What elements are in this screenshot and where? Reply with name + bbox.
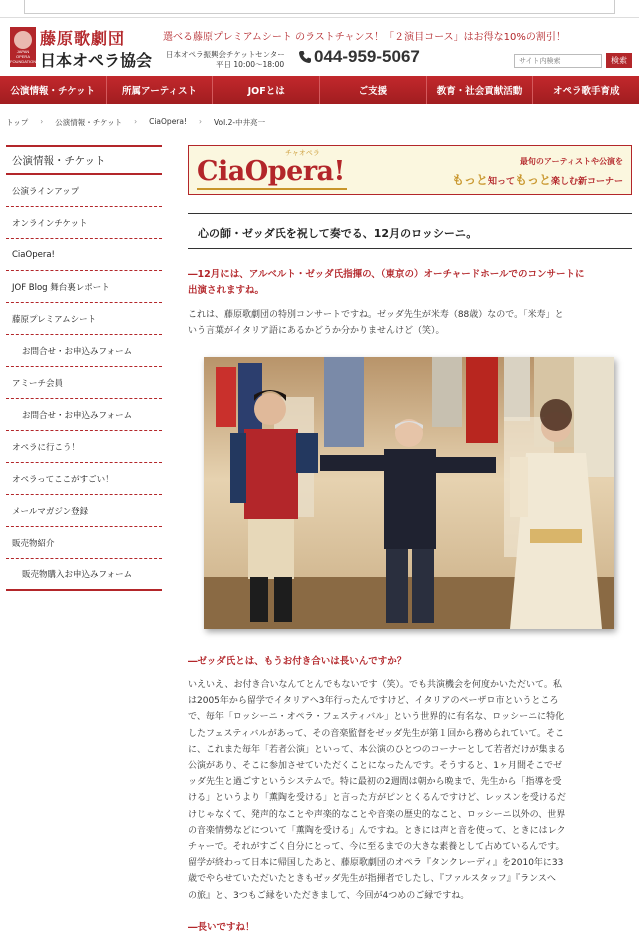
logo-fujiwara[interactable]: 藤原歌劇団 bbox=[40, 29, 126, 48]
banner-title: CiaOpera! bbox=[197, 156, 345, 187]
ticket-center-label: 日本オペラ振興会チケットセンター bbox=[166, 50, 285, 59]
breadcrumb bbox=[6, 117, 265, 128]
breadcrumb-tickets[interactable]: 公演情報・チケット bbox=[55, 118, 123, 127]
banner-subtitle-2: もっと知ってもっと楽しむ新コーナー bbox=[451, 173, 623, 187]
banner-subtitle-1: 最旬のアーティストや公演を bbox=[519, 157, 623, 166]
sidebar-item-premium-form[interactable]: お問合せ・お申込みフォーム bbox=[6, 335, 162, 367]
ticket-hours: 平日 10:00〜18:00 bbox=[216, 60, 285, 69]
phone-number[interactable]: 044-959-5067 bbox=[314, 47, 420, 66]
nav-support[interactable]: ご支援 bbox=[320, 76, 427, 104]
sidebar-item-premium-seat[interactable]: 藤原プレミアムシート bbox=[6, 303, 162, 335]
logo-japan-opera[interactable]: 日本オペラ協会 bbox=[40, 51, 153, 70]
breadcrumb-top[interactable]: トップ bbox=[6, 118, 29, 127]
sidebar-item-merch-form[interactable]: 販売物購入お申込みフォーム bbox=[6, 559, 162, 591]
site-search-input[interactable] bbox=[514, 54, 602, 68]
article-headline-box bbox=[188, 213, 632, 249]
chevron-right-icon: › bbox=[40, 117, 44, 126]
banner-ruby: チャオペラ bbox=[285, 149, 320, 157]
question-1: ―12月には、アルベルト・ゼッダ氏指揮の、（東京の）オーチャードホールでのコンサートに 出演されますね。 bbox=[188, 269, 585, 296]
phone-icon bbox=[298, 50, 312, 64]
chevron-right-icon: › bbox=[199, 117, 202, 126]
article-headline: 心の師・ゼッダ氏を祝して奏でる、12月のロッシーニ。 bbox=[198, 227, 478, 240]
stage-photo-illustration bbox=[204, 357, 614, 629]
search-button[interactable]: 検索 bbox=[606, 53, 632, 68]
answer-1: これは、藤原歌劇団の特別コンサートですね。ゼッダ先生が米寿（88歳）なので。「米寿」と いう言葉がイタリア語にあるかどうか分かりませんけど（笑）。 bbox=[188, 310, 564, 337]
banner-underline bbox=[197, 188, 347, 190]
breadcrumb-current: Vol.2-中井亮一 bbox=[214, 118, 266, 127]
nav-tickets[interactable]: 公演情報・チケット bbox=[0, 76, 107, 104]
answer-2: いえいえ、お付き合いなんてとんでもないです（笑）。でも共演機会を何度かいただいて。私 は2005年から留学でイタリアへ3年行ったんですけど、イタリアのペーザロ市というところ で、毎年「ロッシーニ・オペラ・フェスティバル」という世界的に有名な、ロッシーニに特化 したフェスティバルがあって、その音楽監督をゼッダ先生が第１回から務められていて。そこ に、これまた毎年「若者公演」といって、本公演のひとつのコーナーとして若者だけが集まる 公演があり、そこに参加させていただくことになったんです。そうすると、1ヶ月間そこでゼ ッダ先生と過ごすというシステムで。特に最初の2週間は朝から晩まで、先生から「指導を受 ける」というより「薫陶を受ける」と言った方がピンとくるんですけど、レッスンを受けるだ けじゃなくて、発声的なことや声楽的なことや音楽の歴史的なこと、ロッシーニ以外の、世界 の音楽情勢などについて「薫陶を受ける」んですね。ときには声と音を使って、ときにはレク チャーで。それがすごく自分にとって、今に至るまでの大きな素養として占めているんです。 留学が終わって日本に帰国したあと、藤原歌劇団のオペラ『タンクレーディ』を2010年に33 歳でやらせていただいたときもゼッダ先生が指揮者でしたし、『ファルスタッフ』『ランスへ の旅』と、3つもご縁をいただきまして、今回が4つめのご縁ですね。 bbox=[188, 680, 566, 901]
concert-photo bbox=[204, 357, 614, 629]
sidebar bbox=[6, 145, 162, 591]
sidebar-item-lets-go-opera[interactable]: オペラに行こう！ bbox=[6, 431, 162, 463]
site-header bbox=[0, 18, 639, 76]
sidebar-item-lineup[interactable]: 公演ラインアップ bbox=[6, 175, 162, 207]
nav-artists[interactable]: 所属アーティスト bbox=[107, 76, 214, 104]
sidebar-item-amici-form[interactable]: お問合せ・お申込みフォーム bbox=[6, 399, 162, 431]
question-2: ―ゼッダ氏とは、もうお付き合いは長いんですか？ bbox=[188, 656, 407, 667]
sidebar-item-ciaopera[interactable]: CiaOpera! bbox=[6, 239, 162, 271]
promo-link[interactable]: 選べる藤原プレミアムシート のラストチャンス！「２演目コース」はお得な10%の割引！ bbox=[163, 32, 566, 43]
sidebar-item-merch[interactable]: 販売物紹介 bbox=[6, 527, 162, 559]
main-nav bbox=[0, 76, 639, 104]
top-strip bbox=[0, 0, 639, 18]
opera-logo-icon[interactable]: JAPAN OPERA FOUNDATION bbox=[10, 27, 36, 67]
chevron-right-icon: › bbox=[134, 117, 138, 126]
sidebar-item-blog[interactable]: JOF Blog 舞台裏レポート bbox=[6, 271, 162, 303]
sidebar-item-amici[interactable]: アミーチ会員 bbox=[6, 367, 162, 399]
sidebar-item-opera-great[interactable]: オペラってここがすごい！ bbox=[6, 463, 162, 495]
nav-education[interactable]: 教育・社会貢献活動 bbox=[427, 76, 534, 104]
breadcrumb-ciaopera[interactable]: CiaOpera! bbox=[149, 117, 187, 126]
nav-singer-training[interactable]: オペラ歌手育成 bbox=[552, 86, 620, 97]
sidebar-item-newsletter[interactable]: メールマガジン登録 bbox=[6, 495, 162, 527]
question-3: ―長いですね！ bbox=[188, 922, 255, 933]
nav-about-jof[interactable]: JOFとは bbox=[213, 76, 320, 104]
ciaopera-banner[interactable] bbox=[188, 145, 632, 195]
sidebar-title: 公演情報・チケット bbox=[6, 145, 162, 175]
sidebar-item-online-ticket[interactable]: オンラインチケット bbox=[6, 207, 162, 239]
